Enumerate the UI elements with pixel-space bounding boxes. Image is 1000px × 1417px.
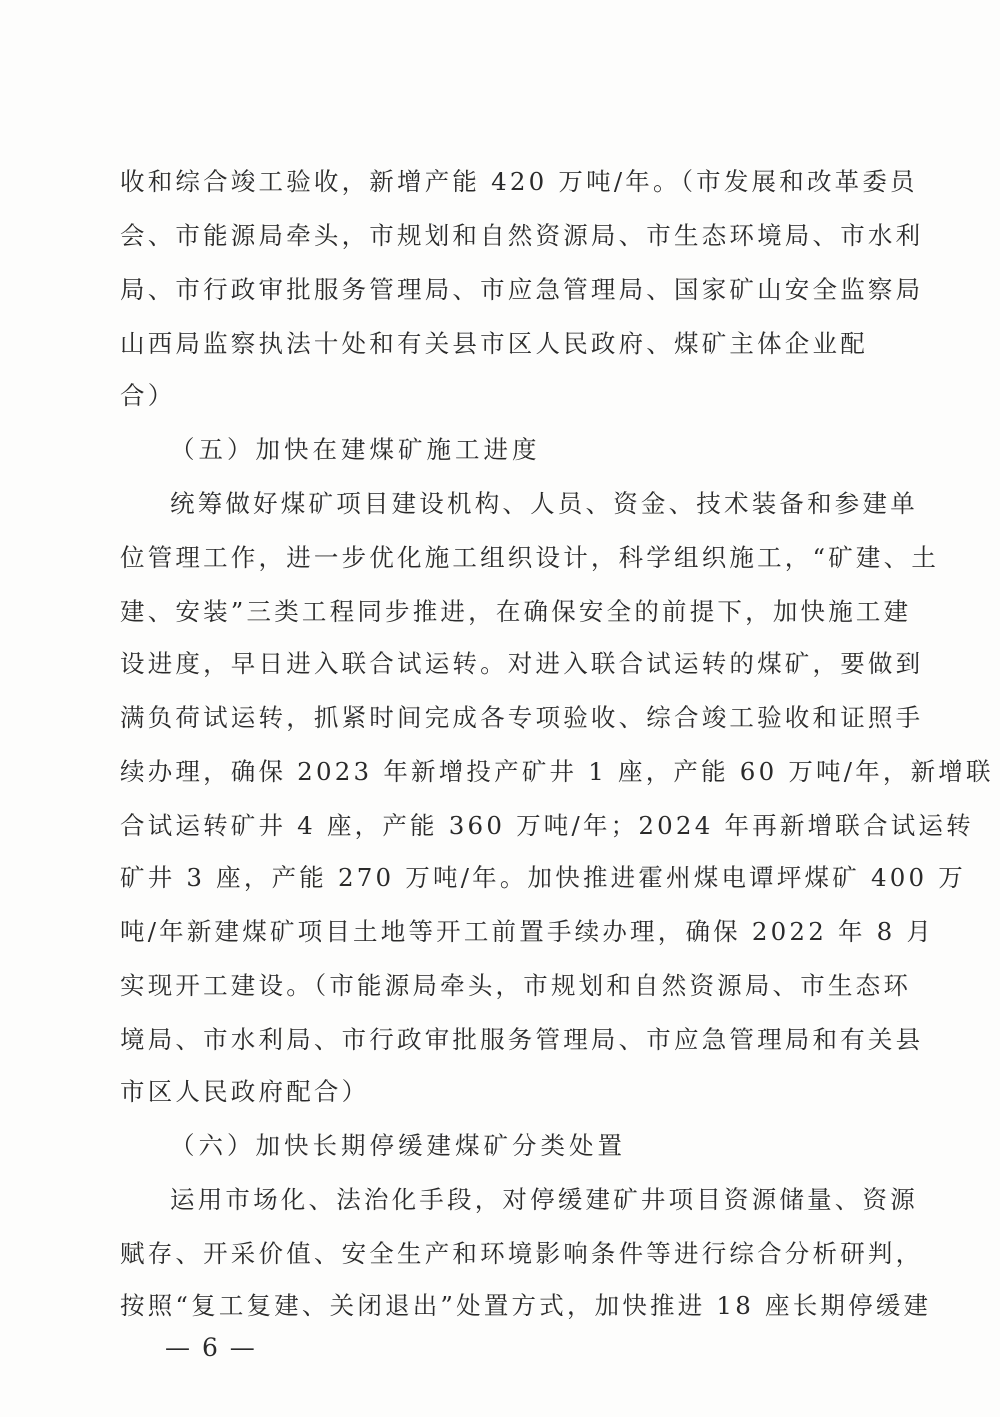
body-line-11: 满负荷试运转，抓紧时间完成各专项验收、综合竣工验收和证照手 bbox=[120, 703, 924, 732]
body-line-14: 矿井 3 座，产能 270 万吨/年。加快推进霍州煤电谭坪煤矿 400 万 bbox=[120, 863, 966, 892]
body-line-16: 实现开工建设。（市能源局牵头，市规划和自然资源局、市生态环 bbox=[120, 971, 912, 1000]
body-line-21: 赋存、开采价值、安全生产和环境影响条件等进行综合分析研判， bbox=[120, 1239, 924, 1268]
body-line-7: 统筹做好煤矿项目建设机构、人员、资金、技术装备和参建单 bbox=[170, 489, 918, 518]
body-line-20: 运用市场化、法治化手段，对停缓建矿井项目资源储量、资源 bbox=[170, 1185, 918, 1214]
section-heading-5: （五）加快在建煤矿施工进度 bbox=[170, 435, 541, 464]
body-line-5: 合） bbox=[120, 381, 176, 410]
body-line-10: 设进度，早日进入联合试运转。对进入联合试运转的煤矿，要做到 bbox=[120, 649, 924, 678]
page-number: — 6 — bbox=[165, 1333, 257, 1362]
body-line-3: 局、市行政审批服务管理局、市应急管理局、国家矿山安全监察局 bbox=[120, 275, 924, 304]
body-line-1: 收和综合竣工验收，新增产能 420 万吨/年。（市发展和改革委员 bbox=[120, 167, 918, 196]
section-heading-6: （六）加快长期停缓建煤矿分类处置 bbox=[170, 1131, 626, 1160]
body-line-17: 境局、市水利局、市行政审批服务管理局、市应急管理局和有关县 bbox=[120, 1025, 924, 1054]
body-line-12: 续办理，确保 2023 年新增投产矿井 1 座，产能 60 万吨/年，新增联 bbox=[120, 757, 994, 786]
body-line-15: 吨/年新建煤矿项目土地等开工前置手续办理，确保 2022 年 8 月 bbox=[120, 917, 935, 946]
body-line-18: 市区人民政府配合） bbox=[120, 1077, 370, 1106]
body-line-2: 会、市能源局牵头，市规划和自然资源局、市生态环境局、市水利 bbox=[120, 221, 924, 250]
body-line-8: 位管理工作，进一步优化施工组织设计，科学组织施工，“矿建、土 bbox=[120, 543, 940, 572]
body-line-13: 合试运转矿井 4 座，产能 360 万吨/年；2024 年再新增联合试运转 bbox=[120, 811, 974, 840]
body-line-4: 山西局监察执法十处和有关县市区人民政府、煤矿主体企业配 bbox=[120, 329, 868, 358]
body-line-9: 建、安装”三类工程同步推进，在确保安全的前提下，加快施工建 bbox=[120, 597, 912, 626]
body-line-22: 按照“复工复建、关闭退出”处置方式，加快推进 18 座长期停缓建 bbox=[120, 1291, 932, 1320]
